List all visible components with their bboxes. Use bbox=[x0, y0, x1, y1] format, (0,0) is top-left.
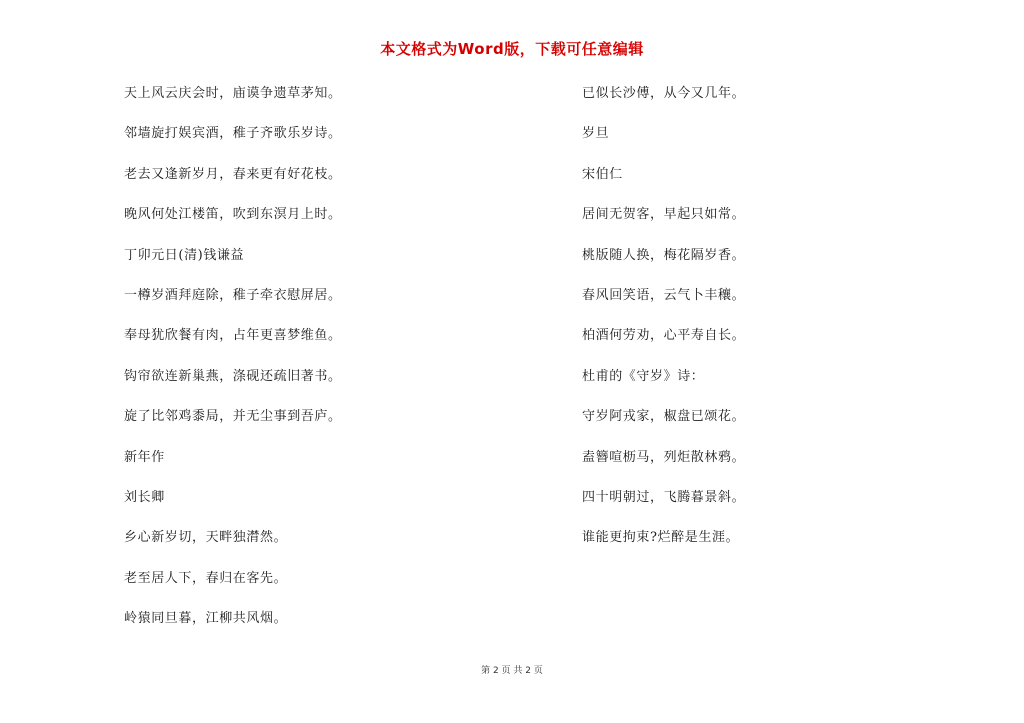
poem-line: 老去又逢新岁月，春来更有好花枝。 bbox=[124, 166, 342, 182]
document-header: 本文格式为Word版，下载可任意编辑 bbox=[380, 40, 644, 58]
poem-line: 老至居人下，春归在客先。 bbox=[124, 570, 288, 586]
poem-title: 岁旦 bbox=[582, 126, 610, 142]
poem-author: 刘长卿 bbox=[124, 489, 165, 505]
poem-line: 桃版随人换，梅花隔岁香。 bbox=[582, 247, 746, 263]
poem-line: 柏酒何劳劝，心平寿自长。 bbox=[582, 328, 746, 344]
page-number: 第 2 页 共 2 页 bbox=[481, 666, 543, 676]
left-column bbox=[124, 85, 524, 650]
poem-line: 守岁阿戎家，椒盘已颂花。 bbox=[582, 409, 746, 425]
poem-line: 奉母犹欣餐有肉，占年更喜梦维鱼。 bbox=[124, 328, 342, 344]
poem-title-author: 丁卯元日(清)钱谦益 bbox=[124, 247, 245, 263]
poem-line: 盍簪喧枥马，列炬散林鸦。 bbox=[582, 449, 746, 465]
poem-line: 四十明朝过，飞腾暮景斜。 bbox=[582, 489, 746, 505]
poem-line: 旋了比邻鸡黍局，并无尘事到吾庐。 bbox=[124, 409, 342, 425]
right-column bbox=[582, 85, 942, 570]
poem-line: 邻墙旋打娱宾酒，稚子齐歌乐岁诗。 bbox=[124, 126, 342, 142]
poem-line: 谁能更拘束?烂醉是生涯。 bbox=[582, 530, 740, 546]
poem-line: 天上风云庆会时，庙谟争遗草茅知。 bbox=[124, 86, 342, 101]
poem-intro: 杜甫的《守岁》诗： bbox=[582, 368, 705, 384]
poem-line: 春风回笑语，云气卜丰穰。 bbox=[582, 287, 746, 303]
poem-line: 一樽岁酒拜庭除，稚子牵衣慰屏居。 bbox=[124, 287, 342, 303]
poem-author: 宋伯仁 bbox=[582, 166, 623, 182]
poem-line: 已似长沙傅，从今又几年。 bbox=[582, 86, 746, 101]
poem-line: 居间无贺客，早起只如常。 bbox=[582, 207, 746, 223]
poem-line: 乡心新岁切，天畔独潸然。 bbox=[124, 530, 288, 546]
poem-line: 钩帘欲连新巢燕，涤砚还疏旧著书。 bbox=[124, 368, 342, 384]
poem-line: 岭猿同旦暮，江柳共风烟。 bbox=[124, 611, 288, 627]
poem-title: 新年作 bbox=[124, 449, 165, 465]
poem-line: 晚风何处江楼笛，吹到东溟月上时。 bbox=[124, 207, 342, 223]
